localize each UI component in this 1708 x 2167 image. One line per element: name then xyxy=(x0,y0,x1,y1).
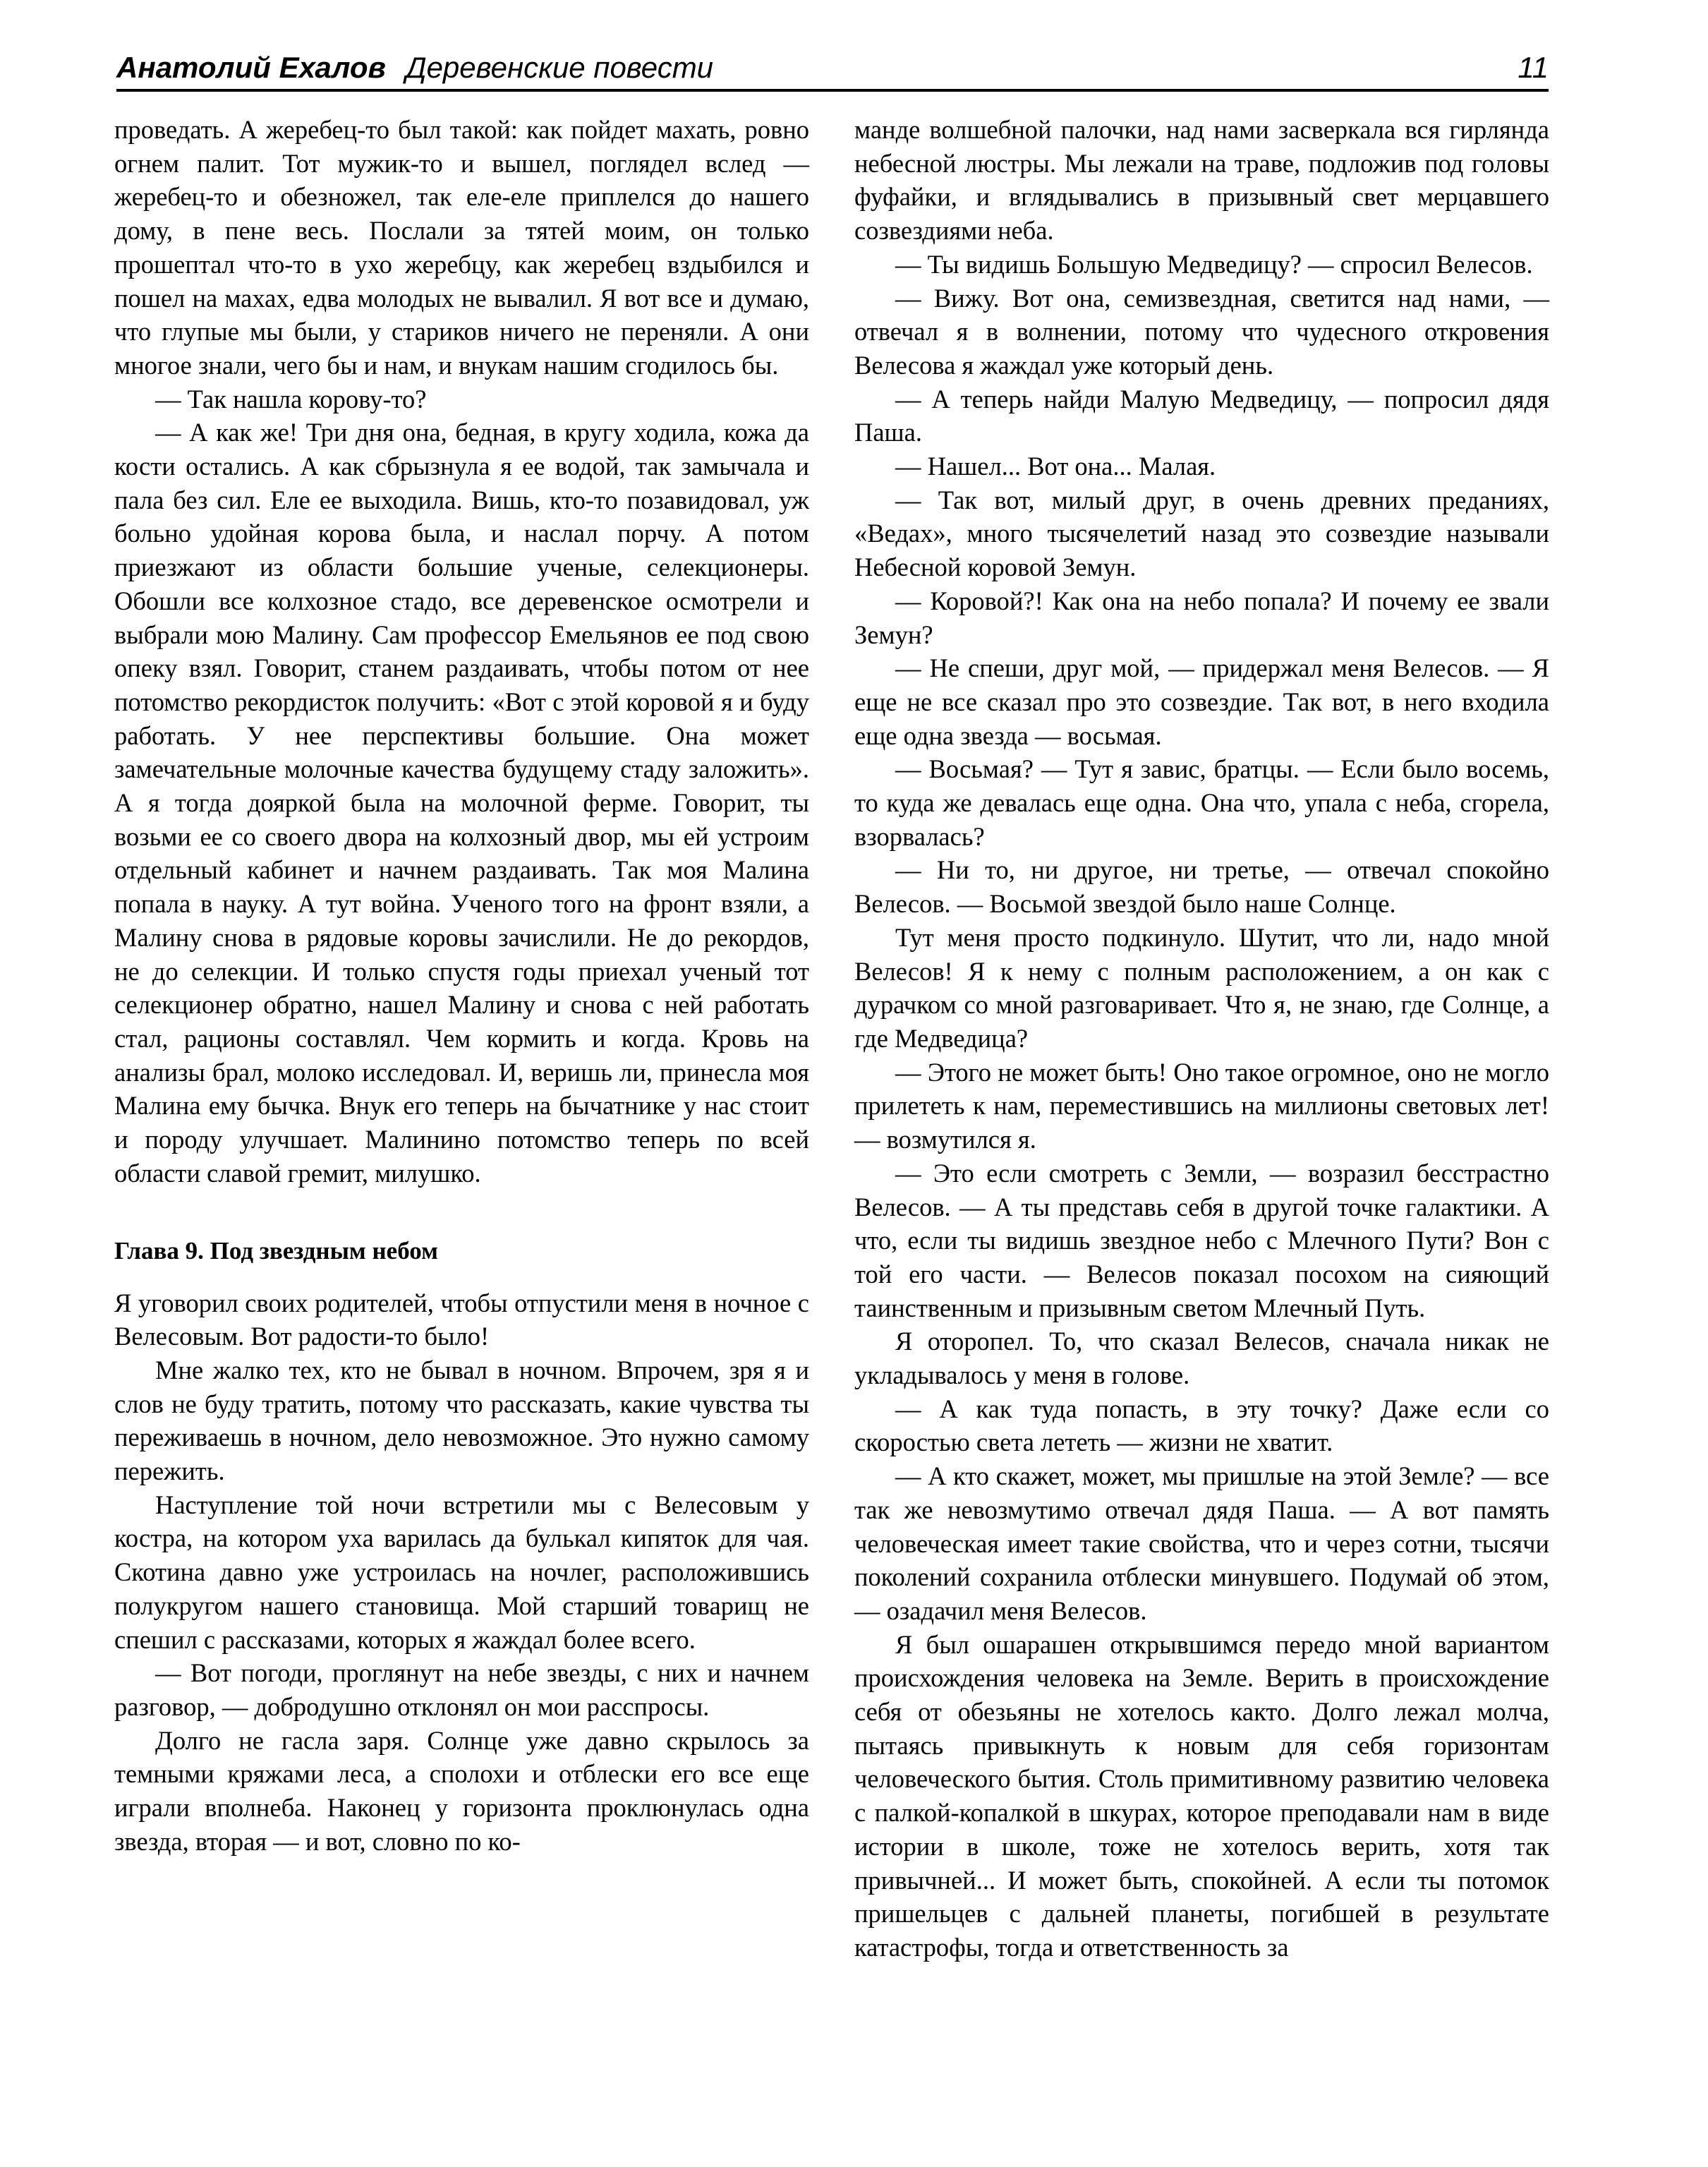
paragraph: Мне жалко тех, кто не бывал в ночном. Впрочем, зря я и слов не буду тратить, потому что рассказать, какие чувства ты переживаешь в ночном, дело невозможное. Это нужно самому пережить. xyxy=(114,1355,809,1486)
paragraph: — Вижу. Вот она, семизвездная, светится над нами, — отвечал я в волнении, потому что чудесного откровения Велесова я жаждал уже который день. xyxy=(854,283,1549,380)
paragraph: — А как туда попасть, в эту точку? Даже если со скоростью света лететь — жизни не хватит. xyxy=(854,1394,1549,1457)
running-header xyxy=(116,49,1549,92)
paragraph: — А как же! Три дня она, бедная, в кругу ходила, кожа да кости остались. А как сбрызнула я ее водой, так замычала и пала без сил. Еле ее выходила. Вишь, кто-то позавидовал, уж больно удойная корова была, и наслал порчу. А потом приезжают из области большие ученые, селекционеры. Обошли все колхозное стадо, все деревенское осмотрели и выбрали мою Малину. Сам профессор Емельянов ее под свою опеку взял. Говорит, станем раздаивать, чтобы потом от нее потомство рекордисток получить: «Вот с этой коровой я и буду работать. У нее перспективы большие. Она может замечательные молочные качества будущему стаду заложить». А я тогда дояркой была на молочной ферме. Говорит, ты возьми ее со своего двора на колхозный двор, мы ей устроим отдельный кабинет и начнем раздаивать. Так моя Малина попала в науку. А тут война. Ученого того на фронт взяли, а Малину снова в рядовые коровы зачислили. Не до рекордов, не до селекции. И только спустя годы приехал ученый тот селекционер обратно, нашел Малину и снова с ней работать стал, рационы составлял. Чем кормить и когда. Кровь на анализы брал, молоко исследовал. И, веришь ли, принесла моя Малина ему бычка. Внук его теперь на бычатнике у нас стоит и породу улучшает. Малинино потомство теперь по всей области славой гремит, милушко. xyxy=(114,418,809,1188)
paragraph: Долго не гасла заря. Солнце уже давно скрылось за темными кряжами леса, а сполохи и отблески его все еще играли вполнеба. Наконец у горизонта проклюнулась одна звезда, вторая — и вот, словно по ко- xyxy=(114,1725,809,1856)
paragraph: — Вот погоди, проглянут на небе звезды, с них и начнем разговор, — добродушно отклонял он мои расспросы. xyxy=(114,1658,809,1721)
paragraph: — А теперь найди Малую Медведицу, — попросил дядя Паша. xyxy=(854,384,1549,447)
header-book-title: Деревенские повести xyxy=(406,51,714,84)
paragraph: — Этого не может быть! Оно такое огромное, оно не могло прилететь к нам, переместившись на миллионы световых лет! — возмутился я. xyxy=(854,1057,1549,1154)
paragraph: — Так вот, милый друг, в очень древних преданиях, «Ведах», много тысячелетий назад это созвездие называли Небесной коровой Земун. xyxy=(854,485,1549,582)
chapter-heading: Глава 9. Под звездным небом xyxy=(114,1236,438,1264)
paragraph: Тут меня просто подкинуло. Шутит, что ли, надо мной Велесов! Я к нему с полным расположением, а он как с дурачком со мной разговаривает. Что я, не знаю, где Солнце, а где Медведица? xyxy=(854,922,1549,1053)
paragraph: — Ты видишь Большую Медведицу? — спросил Велесов. xyxy=(895,249,1533,279)
paragraph: — Восьмая? — Тут я завис, братцы. — Если было восемь, то куда же девалась еще одна. Она что, упала с неба, сгорела, взорвалась? xyxy=(854,754,1549,851)
right-column xyxy=(854,113,1549,1964)
paragraph: манде волшебной палочки, над нами засверкала вся гирлянда небесной люстры. Мы лежали на траве, подложив под головы фуфайки, и вглядывались в призывный свет мерцавшего созвездиями неба. xyxy=(854,115,1549,246)
paragraph: Я был ошарашен открывшимся передо мной вариантом происхождения человека на Земле. Верить в происхождение себя от обезьяны не хотелось както. Долго лежал молча, пытаясь привыкнуть к новым для себя горизонтам человеческого бытия. Столь примитивному развитию человека с палкой-копалкой в шкурах, которое преподавали нам в виде истории в школе, тоже не хотелось верить, хотя так привычней... И может быть, спокойней. А если ты потомок пришельцев с дальней планеты, погибшей в результате катастрофы, тогда и ответственность за xyxy=(854,1629,1549,1962)
paragraph: Наступление той ночи встретили мы с Велесовым у костра, на котором уха варилась да булькал кипяток для чая. Скотина давно уже устроилась на ночлег, расположившись полукругом нашего становища. Мой старший товарищ не спешил с рассказами, которых я жаждал более всего. xyxy=(114,1490,809,1654)
left-column xyxy=(114,113,809,1858)
paragraph: — Так нашла корову-то? xyxy=(155,384,427,414)
paragraph: Я уговорил своих родителей, чтобы отпустили меня в ночное с Велесовым. Вот радости-то было! xyxy=(114,1288,809,1351)
paragraph: проведать. А жеребец-то был такой: как пойдет махать, ровно огнем палит. Тот мужик-то и вышел, поглядел вслед — жеребец-то и обезножел, так еле-еле приплелся до нашего дому, в пене весь. Послали за тятей моим, он только прошептал что-то в ухо жеребцу, как жеребец вздыбился и пошел на махах, едва молодых не вывалил. Я вот все и думаю, что глупые мы были, у стариков ничего не переняли. А они многое знали, чего бы и нам, и внукам нашим сгодилось бы. xyxy=(114,115,809,380)
paragraph: — А кто скажет, может, мы пришлые на этой Земле? — все так же невозмутимо отвечал дядя Паша. — А вот память человеческая имеет такие свойства, что и через сотни, тысячи поколений сохранила отблески минувшего. Подумай об этом, — озадачил меня Велесов. xyxy=(854,1461,1549,1625)
paragraph: — Ни то, ни другое, ни третье, — отвечал спокойно Велесов. — Восьмой звездой было наше Солнце. xyxy=(854,855,1549,919)
header-author: Анатолий Ехалов xyxy=(116,51,386,84)
paragraph: — Нашел... Вот она... Малая. xyxy=(895,452,1216,481)
paragraph: — Это если смотреть с Земли, — возразил бесстрастно Велесов. — А ты представь себя в другой точке галактики. А что, если ты видишь звездное небо с Млечного Пути? Вон с той его части. — Велесов показал посохом на сияющий таинственным и призывным светом Млечный Путь. xyxy=(854,1158,1549,1322)
paragraph: — Коровой?! Как она на небо попала? И почему ее звали Земун? xyxy=(854,586,1549,649)
paragraph: — Не спеши, друг мой, — придержал меня Велесов. — Я еще не все сказал про это созвездие. Так вот, в него входила еще одна звезда — восьмая. xyxy=(854,653,1549,750)
paragraph: Я оторопел. То, что сказал Велесов, сначала никак не укладывалось у меня в голове. xyxy=(854,1327,1549,1390)
page-number: 11 xyxy=(1518,51,1549,84)
